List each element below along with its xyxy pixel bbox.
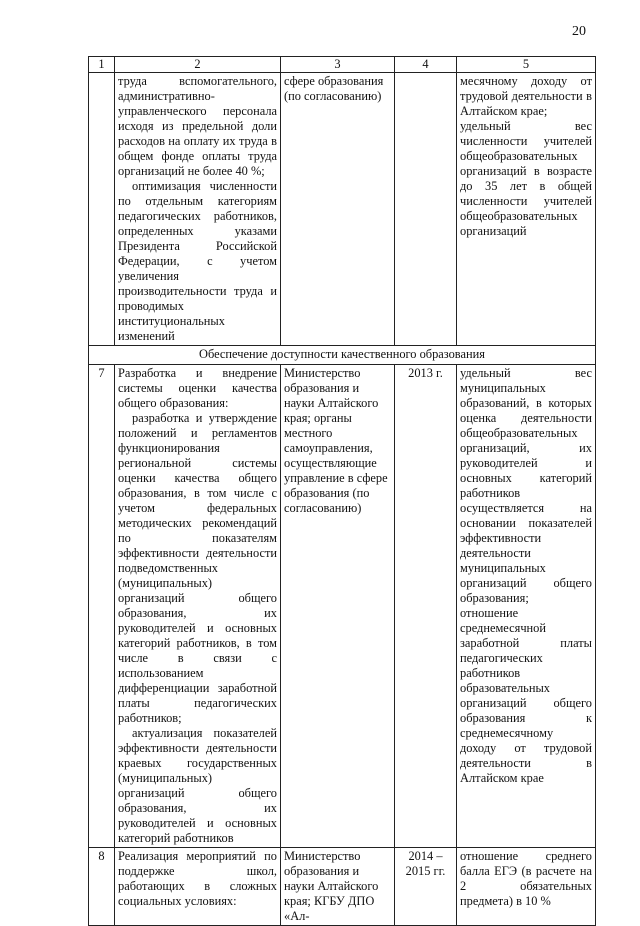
document-table <box>88 56 596 926</box>
page-number: 20 <box>572 24 586 39</box>
row-number: 7 <box>89 365 115 848</box>
deadline-cell: 2014 – 2015 гг. <box>395 848 457 926</box>
section-row <box>89 346 596 365</box>
section-title: Обеспечение доступности качественного образования <box>89 346 596 365</box>
measure-text: Разработка и внедрение системы оценки качества общего образования: <box>118 366 277 410</box>
indicator-text: отношение среднего балла ЕГЭ (в расчете на 2 обязательных предмета) в 10 % <box>460 849 592 908</box>
table-row-8 <box>89 848 596 926</box>
deadline-cell <box>395 73 457 346</box>
measure-cell <box>115 365 281 848</box>
row-number: 8 <box>89 848 115 926</box>
indicator-text: удельный вес численности учителей общеобразовательных организаций в возрасте до 35 лет в общей численности учителей общеобразовательных организаций <box>460 119 592 238</box>
row-number <box>89 73 115 346</box>
responsible-cell: Министерство образования и науки Алтайского края; КГБУ ДПО «Ал- <box>281 848 395 926</box>
column-header-1: 1 <box>89 57 115 73</box>
indicator-text: удельный вес муниципальных образований, в которых оценка деятельности общеобразовательных организаций, их руководителей и основных категорий работников осуществляется на основании показателей эффективности деятельности муниципальных организаций общего образования; <box>460 366 592 605</box>
column-header-3: 3 <box>281 57 395 73</box>
column-header-4: 4 <box>395 57 457 73</box>
measure-cell <box>115 73 281 346</box>
measure-text: оптимизация численности по отдельным категориям педагогических работников, определенных указами Президента Российской Федерации, с учетом увеличения производительности труда и проводимых институциональных изменений <box>118 179 277 343</box>
measure-text: Реализация мероприятий по поддержке школ, работающих в сложных социальных условиях: <box>118 849 277 908</box>
table-row-7 <box>89 365 596 848</box>
responsible-cell: сфере образования (по согласованию) <box>281 73 395 346</box>
measure-text: актуализация показателей эффективности деятельности краевых государственных (муниципальных) организаций общего образования, их руководителей и основных категорий работников <box>118 726 277 845</box>
indicator-text: отношение среднемесячной заработной платы педагогических работников образовательных организаций общего образования к среднемесячному доходу от трудовой деятельности в Алтайском крае <box>460 606 592 785</box>
measure-text: труда вспомогательного, административно-управленческого персонала исходя из предельной доли расходов на оплату их труда в общем фонде оплаты труда организаций не более 40 %; <box>118 74 277 178</box>
table-header-row <box>89 57 596 73</box>
column-header-5: 5 <box>457 57 596 73</box>
deadline-cell: 2013 г. <box>395 365 457 848</box>
column-header-2: 2 <box>115 57 281 73</box>
responsible-cell: Министерство образования и науки Алтайского края; органы местного самоуправления, осуществляющие управление в сфере образования (по согласованию) <box>281 365 395 848</box>
indicator-cell <box>457 848 596 926</box>
measure-text: разработка и утверждение положений и регламентов функционирования региональной системы оценки качества общего образования, в том числе с учетом федеральных методических рекомендаций по показателям эффективности деятельности подведомственных (муниципальных) организаций общего образования, их руководителей и основных категорий работников, в том числе в связи с использованием дифференциации заработной платы педагогических работников; <box>118 411 277 725</box>
indicator-cell <box>457 365 596 848</box>
indicator-text: месячному доходу от трудовой деятельности в Алтайском крае; <box>460 74 592 118</box>
indicator-cell <box>457 73 596 346</box>
table-row-continuation <box>89 73 596 346</box>
measure-cell <box>115 848 281 926</box>
